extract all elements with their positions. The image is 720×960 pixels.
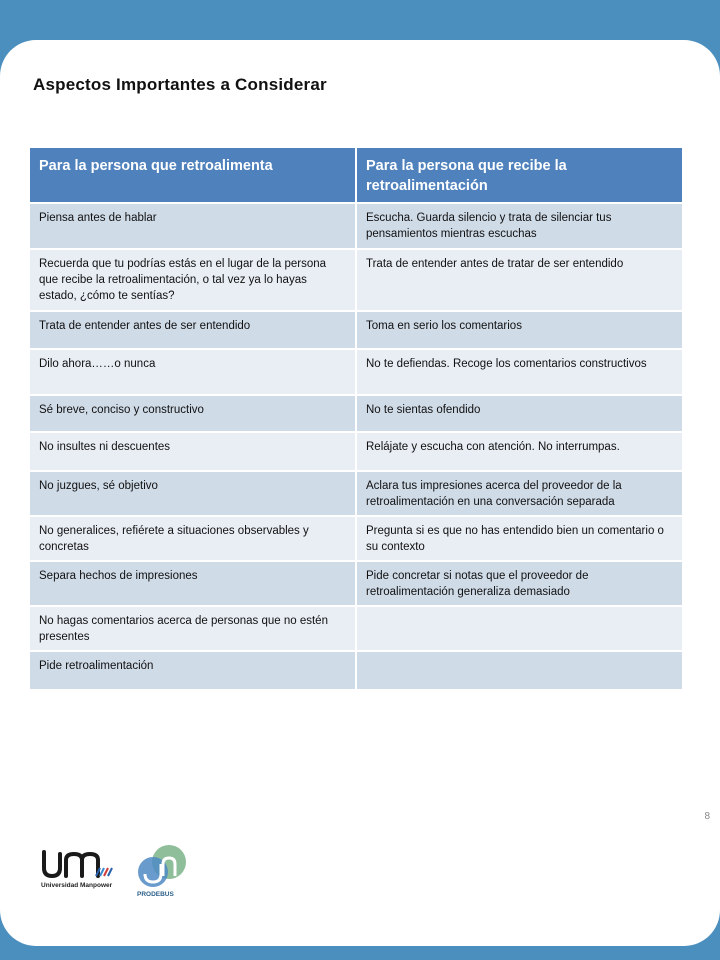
considerations-table <box>30 148 682 689</box>
table-row <box>30 516 682 561</box>
table-header-row <box>30 148 682 203</box>
cell-receiver: Relájate y escucha con atención. No interrumpas. <box>356 432 682 471</box>
um-logo-mark <box>36 846 126 882</box>
cell-giver: No juzgues, sé objetivo <box>30 471 356 516</box>
table-row <box>30 606 682 651</box>
cell-giver: No insultes ni descuentes <box>30 432 356 471</box>
cell-giver: Dilo ahora……o nunca <box>30 349 356 395</box>
table-row <box>30 471 682 516</box>
header-giver: Para la persona que retroalimenta <box>30 148 356 203</box>
cell-giver: Pide retroalimentación <box>30 651 356 689</box>
cell-receiver: Pregunta si es que no has entendido bien un comentario o su contexto <box>356 516 682 561</box>
cell-receiver: Trata de entender antes de tratar de ser entendido <box>356 249 682 311</box>
cell-receiver: No te defiendas. Recoge los comentarios constructivos <box>356 349 682 395</box>
cell-giver: No hagas comentarios acerca de personas que no estén presentes <box>30 606 356 651</box>
cell-giver: Recuerda que tu podrías estás en el lugar de la persona que recibe la retroalimentación, o tal vez ya lo hayas estado, ¿cómo te sentías? <box>30 249 356 311</box>
universidad-manpower-label: Universidad Manpower <box>41 882 113 889</box>
table-row <box>30 651 682 689</box>
cell-giver: Trata de entender antes de ser entendido <box>30 311 356 349</box>
prodebus-logo-mark <box>133 842 193 890</box>
header-receiver: Para la persona que recibe la retroalimentación <box>356 148 682 203</box>
cell-receiver: Toma en serio los comentarios <box>356 311 682 349</box>
table-row <box>30 349 682 395</box>
page-card <box>0 40 720 946</box>
page-title: Aspectos Importantes a Considerar <box>33 75 327 94</box>
cell-receiver <box>356 651 682 689</box>
cell-receiver: Escucha. Guarda silencio y trata de silenciar tus pensamientos mientras escuchas <box>356 203 682 249</box>
table-row <box>30 311 682 349</box>
table-row <box>30 249 682 311</box>
table-row <box>30 432 682 471</box>
cell-giver: Separa hechos de impresiones <box>30 561 356 606</box>
universidad-manpower-logo <box>36 846 126 902</box>
cell-giver: Sé breve, conciso y constructivo <box>30 395 356 432</box>
cell-receiver: No te sientas ofendido <box>356 395 682 432</box>
cell-receiver: Aclara tus impresiones acerca del proveedor de la retroalimentación en una conversación separada <box>356 471 682 516</box>
table-row <box>30 561 682 606</box>
page-number: 8 <box>704 811 710 822</box>
prodebus-logo <box>133 842 193 906</box>
table-container <box>30 148 682 689</box>
cell-receiver <box>356 606 682 651</box>
prodebus-label: PRODEBUS <box>137 891 174 898</box>
cell-receiver: Pide concretar si notas que el proveedor de retroalimentación generaliza demasiado <box>356 561 682 606</box>
cell-giver: No generalices, refiérete a situaciones observables y concretas <box>30 516 356 561</box>
table-row <box>30 203 682 249</box>
table-row <box>30 395 682 432</box>
cell-giver: Piensa antes de hablar <box>30 203 356 249</box>
